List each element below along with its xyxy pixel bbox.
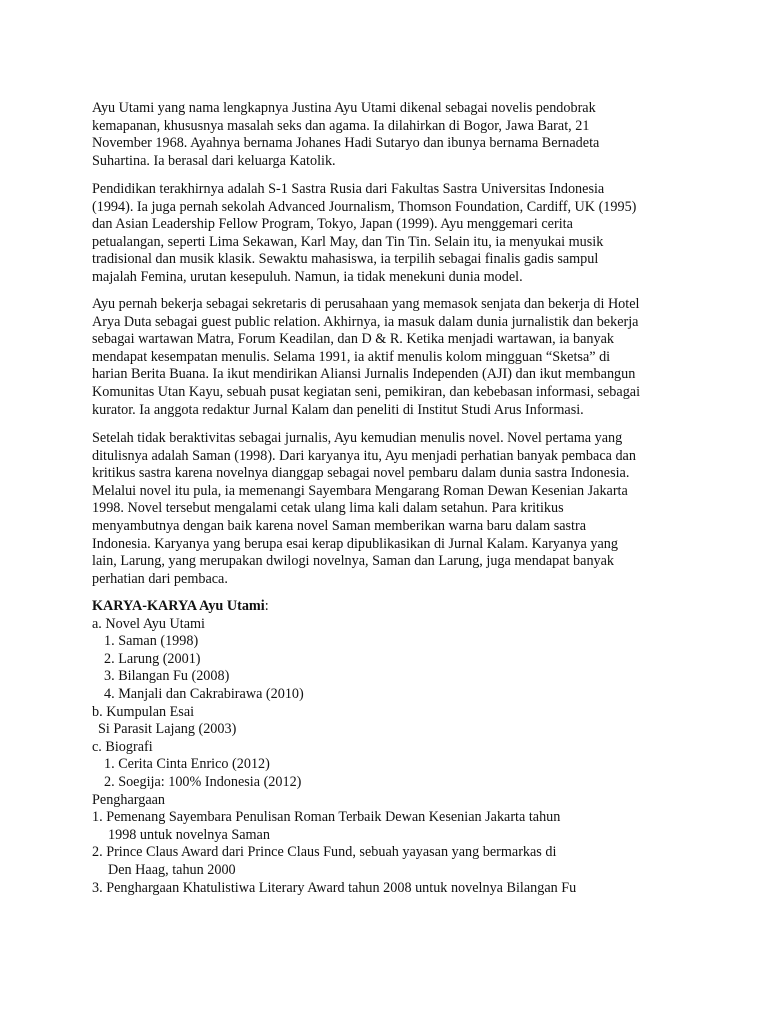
text-line: majalah Femina, urutan kesepuluh. Namun, ia tidak menekuni dunia model. bbox=[92, 268, 523, 285]
paragraph-career bbox=[92, 296, 682, 419]
text-line: harian Berita Buana. Ia ikut mendirikan Aliansi Jurnalis Independen (AJI) dan ikut membangun bbox=[92, 366, 636, 383]
list-item-award: 3. Penghargaan Khatulistiwa Literary Award tahun 2008 untuk novelnya Bilangan Fu bbox=[92, 879, 577, 896]
paragraph-intro bbox=[92, 100, 682, 170]
text-line: menyambutnya dengan baik karena novel Saman memberikan warna baru dalam sastra bbox=[92, 517, 587, 534]
text-line: mendapat kesempatan menulis. Selama 1991, ia aktif menulis kolom mingguan “Sketsa” di bbox=[92, 348, 611, 365]
text-line: Melalui novel itu pula, ia memenangi Sayembara Mengarang Roman Dewan Kesenian Jakarta bbox=[92, 482, 628, 499]
text-line: Indonesia. Karyanya yang berupa esai kerap dipublikasikan di Jurnal Kalam. Karyanya yang bbox=[92, 535, 618, 552]
works-heading-colon: : bbox=[264, 598, 269, 614]
text-line: (1994). Ia juga pernah sekolah Advanced Journalism, Thomson Foundation, Cardiff, UK (1995) bbox=[92, 198, 637, 215]
text-line: perhatian dari pembaca. bbox=[92, 570, 228, 587]
novel-category-label: a. Novel Ayu Utami bbox=[92, 615, 205, 632]
text-line: sebagai wartawan Matra, Forum Keadilan, dan D & R. Ketika menjadi wartawan, ia banyak bbox=[92, 331, 615, 348]
list-item-award-continued: Den Haag, tahun 2000 bbox=[108, 861, 236, 878]
paragraph-education bbox=[92, 181, 682, 287]
list-item-novel: 3. Bilangan Fu (2008) bbox=[104, 668, 230, 685]
text-line: Komunitas Utan Kayu, sebuah pusat kegiatan seni, pemikiran, dan kebebasan informasi, sebagai bbox=[92, 383, 641, 400]
list-item-award-continued: 1998 untuk novelnya Saman bbox=[108, 826, 270, 843]
text-line: Pendidikan terakhirnya adalah S-1 Sastra Rusia dari Fakultas Sastra Universitas Indonesia bbox=[92, 181, 605, 197]
text-line: 1998. Novel tersebut mengalami cetak ulang lima kali dalam setahun. Para kritikus bbox=[92, 500, 564, 517]
list-item-award: 2. Prince Claus Award dari Prince Claus Fund, sebuah yayasan yang bermarkas di bbox=[92, 844, 557, 861]
works-heading bbox=[92, 598, 692, 616]
text-line: tradisional dan musik klasik. Sewaktu mahasiswa, ia terpilih sebagai finalis gadis sampul bbox=[92, 251, 599, 268]
list-item-award: 1. Pemenang Sayembara Penulisan Roman Terbaik Dewan Kesenian Jakarta tahun bbox=[92, 809, 561, 826]
text-line: Setelah tidak beraktivitas sebagai jurnalis, Ayu kemudian menulis novel. Novel pertama yang bbox=[92, 430, 623, 446]
paragraph-novel-career bbox=[92, 430, 682, 588]
awards-label: Penghargaan bbox=[92, 791, 166, 808]
text-line: Arya Duta sebagai guest public relation. Akhirnya, ia masuk dalam dunia jurnalistik dan bekerja bbox=[92, 313, 639, 330]
list-item-essay: Si Parasit Lajang (2003) bbox=[98, 721, 237, 738]
text-line: kurator. Ia anggota redaktur Jurnal Kalam dan peneliti di Institut Studi Arus Informasi. bbox=[92, 401, 584, 418]
list-item-novel: 2. Larung (2001) bbox=[104, 650, 201, 667]
text-line: Suhartina. Ia berasal dari keluarga Katolik. bbox=[92, 152, 336, 169]
text-line: kemapanan, khususnya masalah seks dan agama. Ia dilahirkan di Bogor, Jawa Barat, 21 bbox=[92, 117, 590, 134]
list-item-biography: 1. Cerita Cinta Enrico (2012) bbox=[104, 756, 270, 773]
text-line: Ayu Utami yang nama lengkapnya Justina Ayu Utami dikenal sebagai novelis pendobrak bbox=[92, 100, 596, 116]
works-list bbox=[92, 598, 692, 897]
text-line: Ayu pernah bekerja sebagai sekretaris di perusahaan yang memasok senjata dan bekerja di Hotel bbox=[92, 296, 640, 312]
text-line: lain, Larung, yang merupakan dwilogi novelnya, Saman dan Larung, juga mendapat banyak bbox=[92, 553, 615, 570]
list-item-novel: 4. Manjali dan Cakrabirawa (2010) bbox=[104, 685, 304, 702]
text-line: ditulisnya adalah Saman (1998). Dari karyanya itu, Ayu menjadi perhatian banyak pembaca dan bbox=[92, 447, 636, 464]
text-line: petualangan, seperti Lima Sekawan, Karl May, dan Tin Tin. Selain itu, ia menyukai musik bbox=[92, 233, 604, 250]
list-item-novel: 1. Saman (1998) bbox=[104, 633, 199, 650]
text-line: kritikus sastra karena novelnya dianggap sebagai novel pembaru dalam dunia sastra Indonesia. bbox=[92, 465, 630, 482]
text-line: November 1968. Ayahnya bernama Johanes Hadi Sutaryo dan ibunya bernama Bernadeta bbox=[92, 135, 600, 152]
essay-category-label: b. Kumpulan Esai bbox=[92, 703, 195, 720]
biography-category-label: c. Biografi bbox=[92, 738, 153, 755]
list-item-biography: 2. Soegija: 100% Indonesia (2012) bbox=[104, 773, 302, 790]
text-line: dan Asian Leadership Fellow Program, Tokyo, Japan (1999). Ayu menggemari cerita bbox=[92, 216, 573, 233]
works-heading-title: KARYA-KARYA Ayu Utami bbox=[92, 598, 265, 614]
